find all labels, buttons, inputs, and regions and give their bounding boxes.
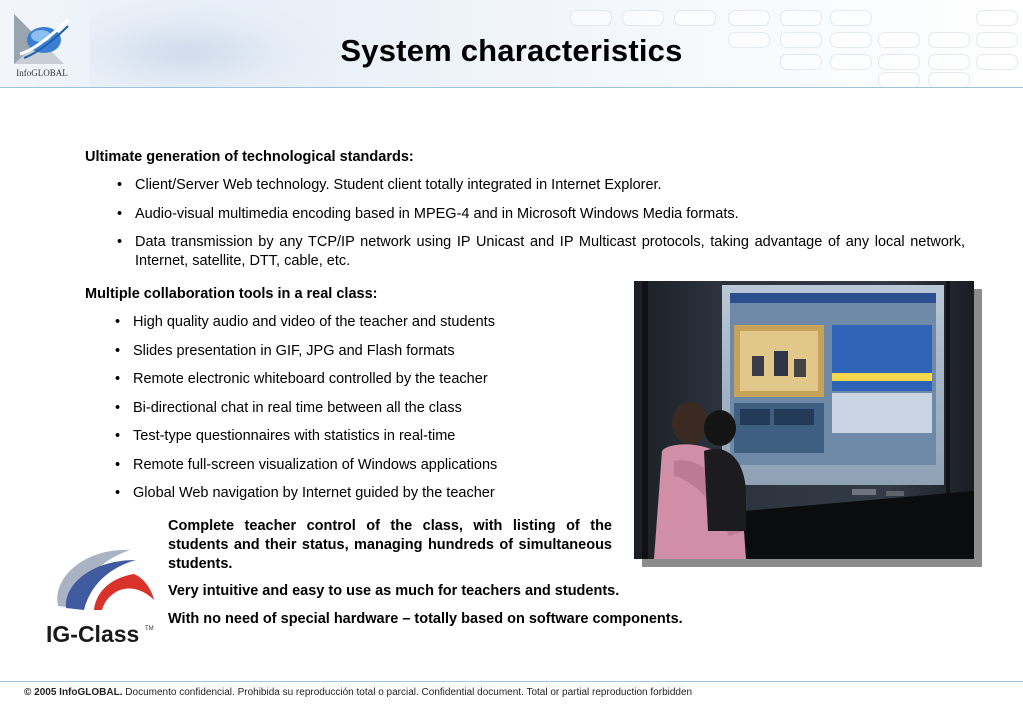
ig-class-logo [44,538,160,650]
list-item: • Audio-visual multimedia encoding based in MPEG-4 and in Microsoft Windows Media formats. [117,205,965,224]
logo-trademark: TM [145,626,154,632]
header-divider [0,87,1023,88]
list-item: • Client/Server Web technology. Student client totally integrated in Internet Explorer. [117,176,965,195]
list-item: • Remote full-screen visualization of Windows applications [115,456,595,475]
header-pill [728,10,770,26]
tools-list [115,313,595,513]
section-heading-standards: Ultimate generation of technological standards: [85,149,414,165]
no-hardware-text: With no need of special hardware – totally based on software components. [168,611,683,627]
logo-text: InfoGLOBAL [16,68,68,78]
teacher-control-text: Complete teacher control of the class, with listing of the students and their status, managing hundreds of simultaneous students. [168,518,612,572]
list-item: • Slides presentation in GIF, JPG and Flash formats [115,342,595,361]
standards-list [117,176,965,281]
classroom-photo [634,281,974,559]
header-pill [976,10,1018,26]
footer-divider [0,681,1023,682]
header-pill [622,10,664,26]
logo-wordmark: IG-Class [46,621,140,647]
header-pill [830,10,872,26]
list-item: • Remote electronic whiteboard controlled by the teacher [115,370,595,389]
page-title: System characteristics [340,33,683,68]
list-item: • Data transmission by any TCP/IP network using IP Unicast and IP Multicast protocols, taking advantage of any local network, Internet, satellite, DTT, cable, etc. [117,233,965,271]
header-pill [780,10,822,26]
header-pill [674,10,716,26]
header-pill [570,10,612,26]
list-item: • Test-type questionnaires with statistics in real-time [115,427,595,446]
list-item: • Bi-directional chat in real time between all the class [115,399,595,418]
list-item: • High quality audio and video of the teacher and students [115,313,595,332]
footer-notice: Documento confidencial. Prohibida su reproducción total o parcial. Confidential document. Total or partial reproduction forbidden [125,687,693,698]
classroom-photo-image [634,281,974,559]
footer-copyright: © 2005 InfoGLOBAL. [24,687,123,698]
header-band [0,0,1023,88]
logo-swoosh-red [94,574,154,610]
intuitive-text: Very intuitive and easy to use as much for teachers and students. [168,583,620,599]
header-pill [928,72,970,88]
section-heading-tools: Multiple collaboration tools in a real class: [85,286,378,302]
header-pill [878,72,920,88]
list-item: • Global Web navigation by Internet guided by the teacher [115,484,595,503]
footer [24,687,692,698]
